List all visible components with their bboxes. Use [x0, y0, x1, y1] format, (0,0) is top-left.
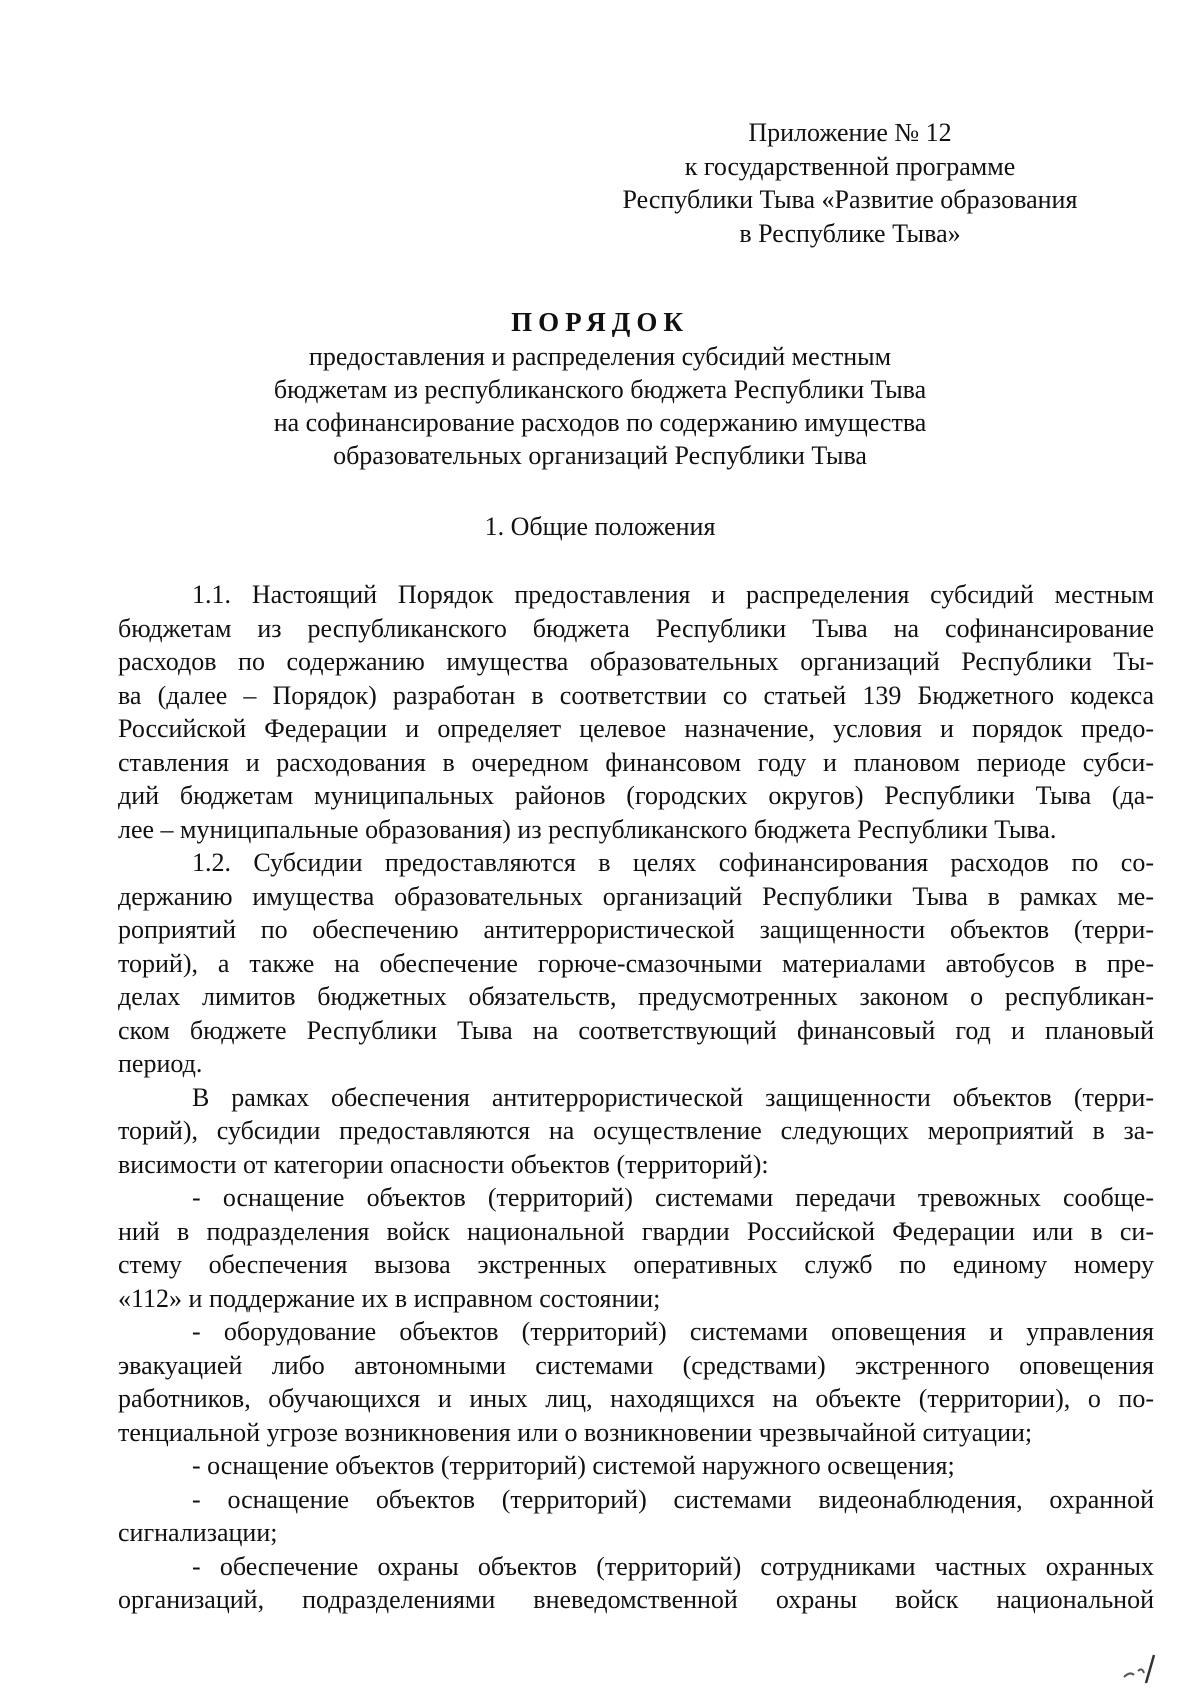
body-line: бюджетам из республиканского бюджета Республики Тыва на софинансирование [118, 613, 1154, 643]
title-block [200, 304, 1000, 472]
body-line: делах лимитов бюджетных обязательств, предусмотренных законом о республикан- [118, 982, 1154, 1011]
body-text [118, 578, 1154, 1617]
body-line: ва (далее – Порядок) разработан в соответствии со статьей 139 Бюджетного кодекса [118, 680, 1154, 710]
subtitle-line: на софинансирование расходов по содержанию имущества [273, 408, 927, 437]
body-line: ском бюджете Республики Тыва на соответствующий финансовый год и плановый [118, 1015, 1154, 1045]
appendix-line: к государственной программе [684, 151, 1016, 181]
appendix-reference [560, 116, 1140, 250]
body-line: организаций, подразделениями вневедомственной охраны войск национальной [118, 1585, 1154, 1614]
subtitle-line: предоставления и распределения субсидий местным [308, 342, 892, 371]
body-line: - обеспечение охраны объектов (территорий) сотрудниками частных охранных [192, 1551, 1154, 1581]
subtitle-line: бюджетам из республиканского бюджета Республики Тыва [273, 375, 927, 404]
body-line: - оснащение объектов (территорий) системой наружного освещения; [192, 1451, 955, 1480]
body-line: «112» и поддержание их в исправном состоянии; [118, 1283, 661, 1313]
body-line: стему обеспечения вызова экстренных оперативных служб по единому номеру [118, 1250, 1154, 1279]
body-line: дий бюджетам муниципальных районов (городских округов) Республики Тыва (да- [118, 781, 1154, 810]
body-line: расходов по содержанию имущества образовательных организаций Республики Ты- [118, 647, 1154, 676]
body-line: - оборудование объектов (территорий) системами оповещения и управления [192, 1317, 1154, 1346]
body-line: лее – муниципальные образования) из республиканского бюджета Республики Тыва. [118, 814, 1057, 844]
section-heading: 1. Общие положения [484, 512, 716, 541]
body-line: торий), субсидии предоставляются на осуществление следующих мероприятий в за- [118, 1116, 1154, 1145]
body-line: висимости от категории опасности объектов (территорий): [118, 1149, 769, 1179]
document-title: ПОРЯДОК [511, 307, 689, 337]
body-line: ний в подразделения войск национальной гвардии Российской Федерации или в си- [118, 1216, 1154, 1246]
body-line: 1.2. Субсидии предоставляются в целях софинансирования расходов по со- [192, 848, 1154, 877]
body-line: работников, обучающихся и иных лиц, находящихся на объекте (территории), о по- [118, 1384, 1154, 1413]
body-line: 1.1. Настоящий Порядок предоставления и распределения субсидий местным [192, 580, 1154, 609]
appendix-line: Приложение № 12 [748, 118, 952, 147]
body-line: В рамках обеспечения антитеррористической защищенности объектов (терри- [192, 1082, 1154, 1112]
body-line: ставления и расходования в очередном финансовом году и плановом периоде субси- [118, 747, 1154, 777]
body-line: торий), а также на обеспечение горюче-смазочными материалами автобусов в пре- [118, 948, 1154, 978]
handwritten-mark-icon [1120, 1651, 1160, 1685]
body-line: Российской Федерации и определяет целевое назначение, условия и порядок предо- [118, 714, 1154, 743]
body-line: период. [118, 1049, 203, 1078]
body-line: держанию имущества образовательных организаций Республики Тыва в рамках ме- [118, 881, 1154, 911]
body-line: роприятий по обеспечению антитеррористической защищенности объектов (терри- [118, 915, 1154, 944]
appendix-line: Республики Тыва «Развитие образования [622, 185, 1078, 214]
body-line: эвакуацией либо автономными системами (средствами) экстренного оповещения [118, 1350, 1154, 1380]
body-line: тенциальной угрозе возникновения или о возникновении чрезвычайной ситуации; [118, 1417, 1033, 1447]
body-line: - оснащение объектов (территорий) системами видеонаблюдения, охранной [192, 1484, 1154, 1514]
body-line: сигнализации; [118, 1518, 278, 1547]
appendix-line: в Республике Тыва» [739, 218, 961, 248]
subtitle-line: образовательных организаций Республики Тыва [333, 441, 867, 470]
body-line: - оснащение объектов (территорий) системами передачи тревожных сообще- [192, 1183, 1154, 1212]
